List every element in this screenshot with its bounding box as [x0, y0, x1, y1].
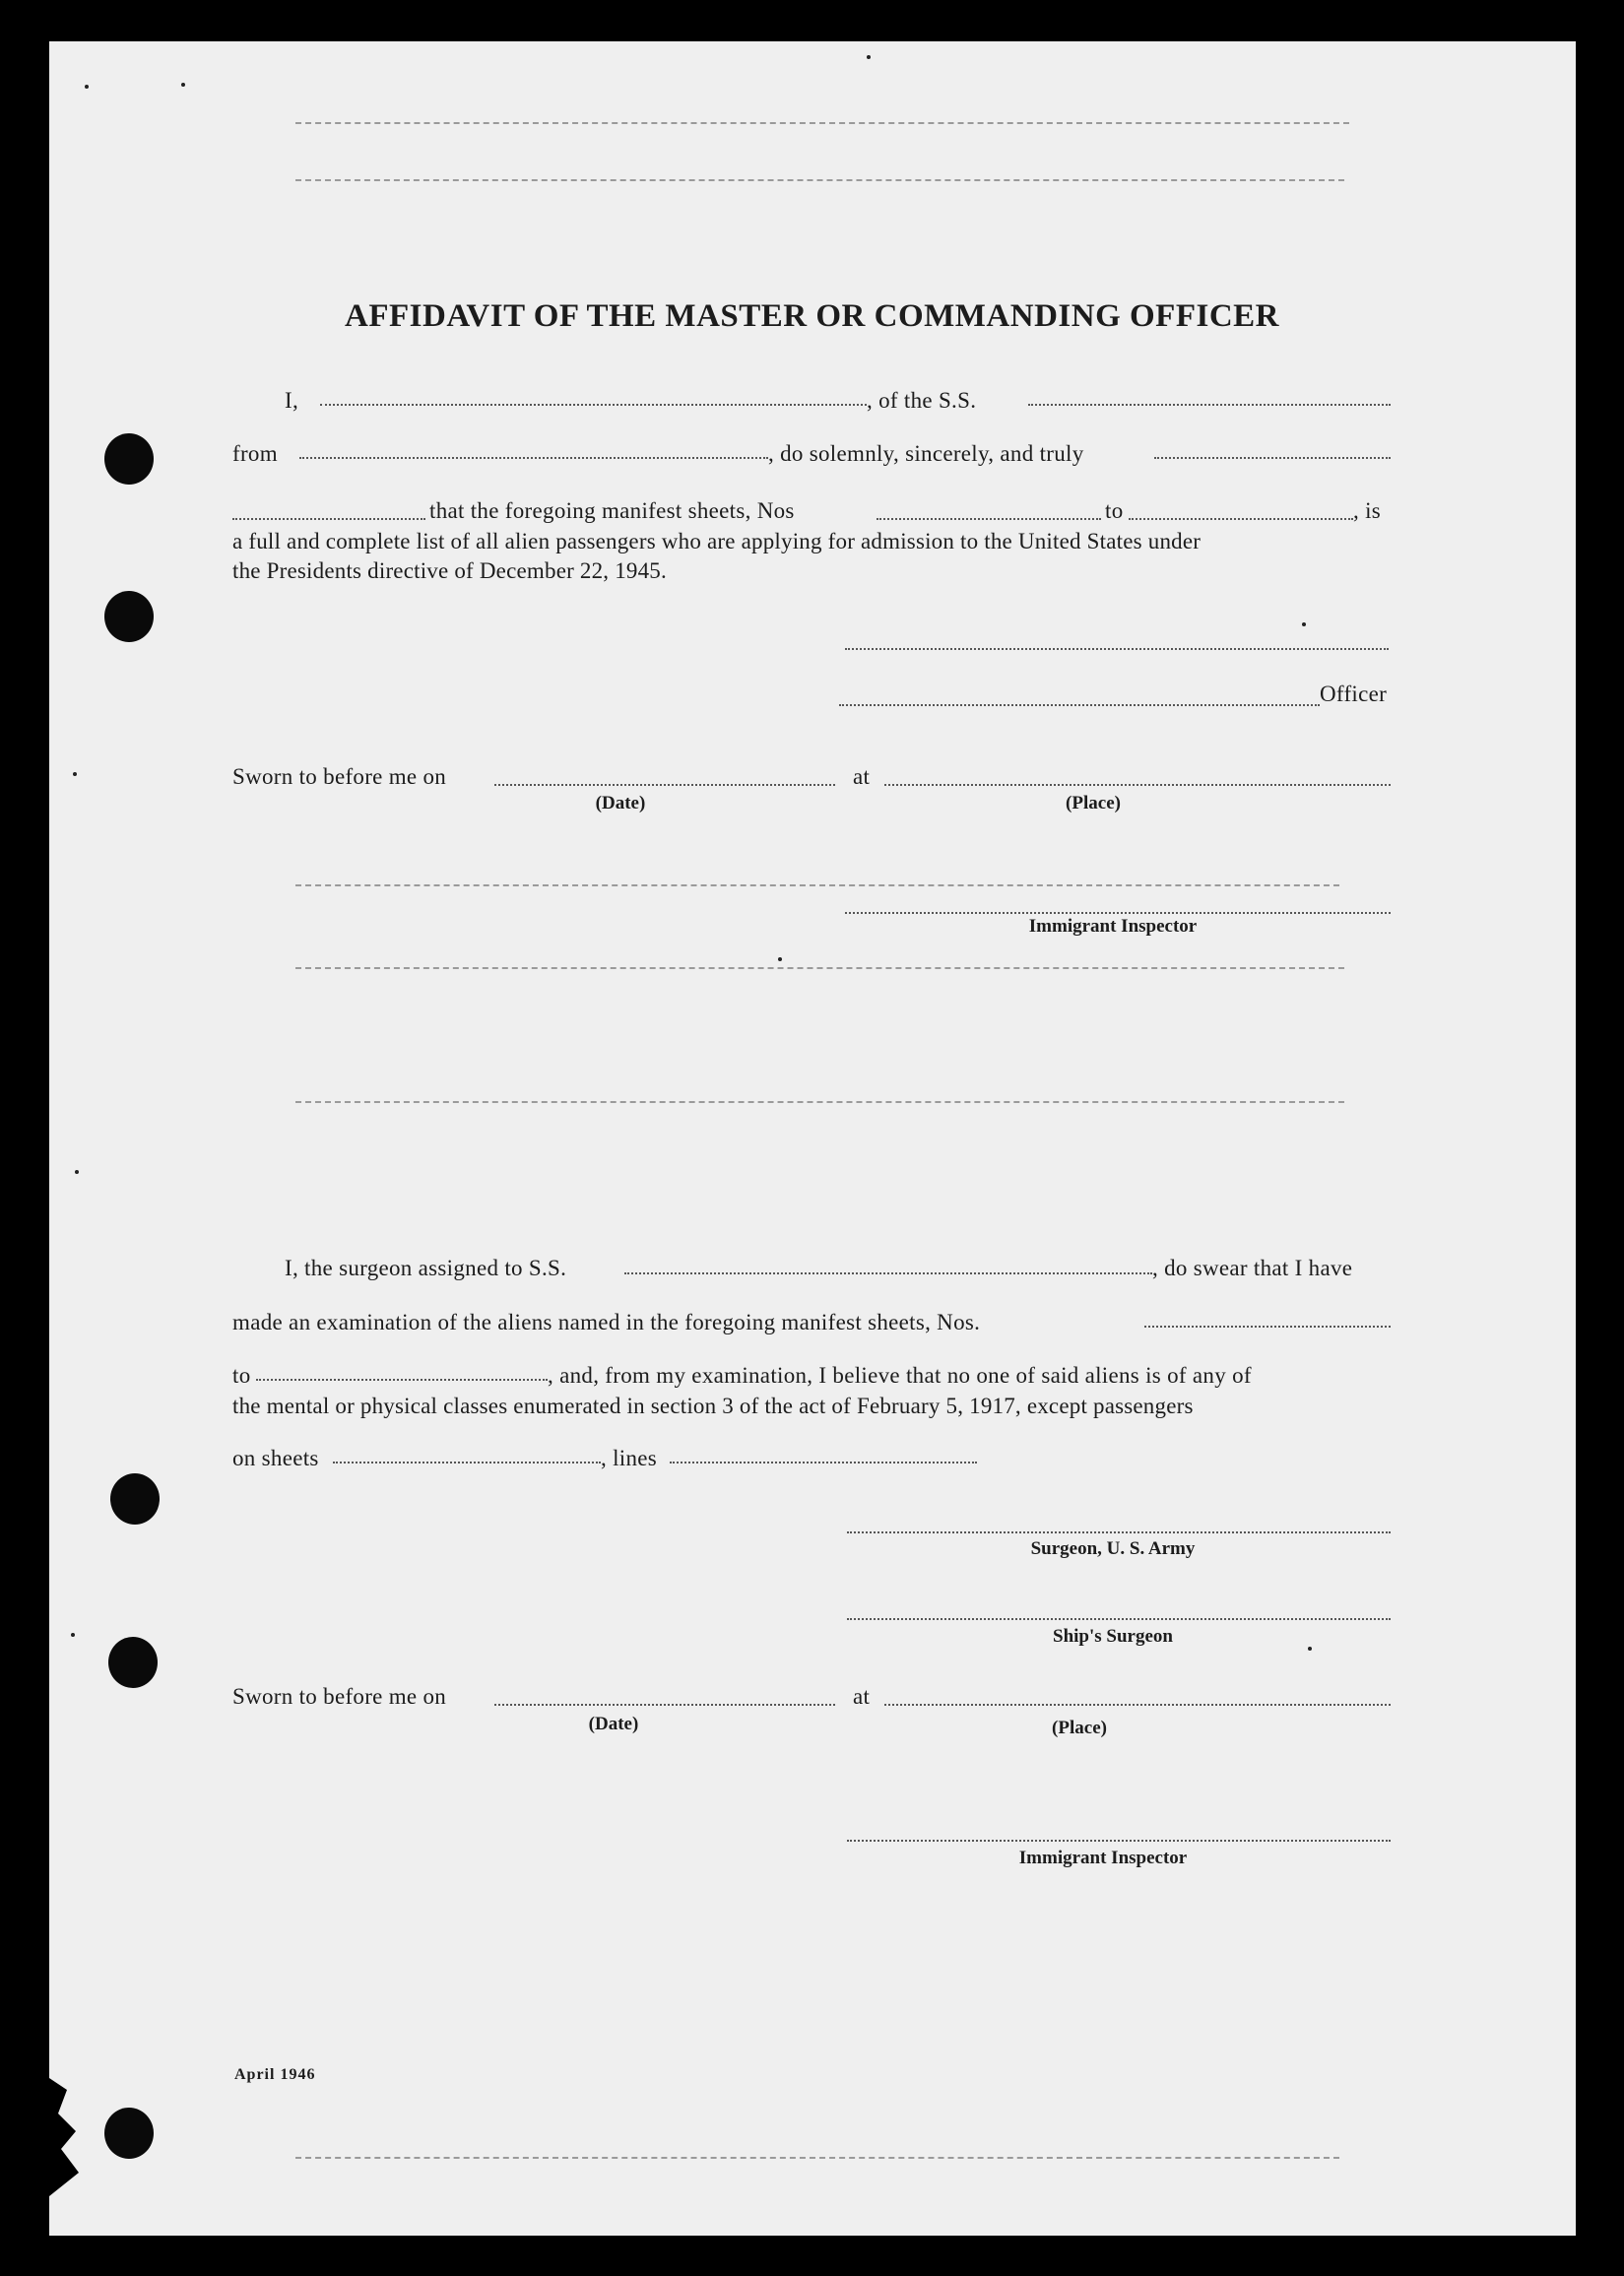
label-of-ss: , of the S.S. — [867, 388, 977, 413]
form-date-footer: April 1946 — [234, 2066, 316, 2083]
caption-place: (Place) — [1066, 793, 1121, 813]
caption-inspector: Immigrant Inspector — [1028, 916, 1198, 937]
surgeon-line-4: the mental or physical classes enumerated in section 3 of the act of February 5, 1917, except passengers — [232, 1394, 1194, 1418]
speck — [181, 83, 185, 87]
label-is: , is — [1353, 498, 1382, 523]
speck — [778, 957, 782, 961]
ship-surgeon-signature-line[interactable] — [847, 1618, 1391, 1620]
form-title: AFFIDAVIT OF THE MASTER OR COMMANDING OFFICER — [345, 298, 1279, 334]
label-solemnly: , do solemnly, sincerely, and truly — [768, 441, 1084, 466]
label-i: I, — [285, 388, 299, 413]
manifest-from-field[interactable] — [877, 518, 1101, 520]
faint-rule — [295, 884, 1339, 886]
faint-rule — [295, 1101, 1344, 1103]
ship-name-field[interactable] — [1028, 404, 1391, 406]
surgeon-caption-place: (Place) — [1052, 1718, 1107, 1738]
surgeon-line-3a: to — [232, 1363, 251, 1388]
manifest-to-field[interactable] — [1129, 518, 1353, 520]
speck — [75, 1170, 79, 1174]
punch-hole — [104, 433, 154, 485]
surgeon-label-sworn: Sworn to before me on — [232, 1684, 447, 1709]
speck — [85, 85, 89, 89]
master-statement-line: a full and complete list of all alien passengers who are applying for admission to the United States under — [232, 529, 1202, 553]
army-surgeon-signature-line[interactable] — [847, 1531, 1391, 1533]
surgeon-sworn-place-field[interactable] — [884, 1704, 1391, 1706]
master-name-field[interactable] — [320, 404, 867, 406]
surgeon-line-1a: I, the surgeon assigned to S.S. — [285, 1256, 567, 1280]
surgeon-line-1b: , do swear that I have — [1152, 1256, 1353, 1280]
label-officer: Officer — [1320, 682, 1388, 706]
sworn-place-field[interactable] — [884, 784, 1391, 786]
label-at: at — [853, 764, 871, 789]
caption-date: (Date) — [595, 793, 646, 813]
oath-type-field[interactable] — [1154, 457, 1391, 459]
punch-hole — [110, 1473, 160, 1525]
surgeon-line-3b: , and, from my examination, I believe that no one of said aliens is of any of — [548, 1363, 1252, 1388]
sworn-date-field[interactable] — [494, 784, 835, 786]
form-page — [49, 41, 1576, 2236]
surgeon-manifest-to-field[interactable] — [256, 1379, 548, 1381]
caption-army-surgeon: Surgeon, U. S. Army — [1030, 1538, 1196, 1559]
port-from-field[interactable] — [299, 457, 768, 459]
faint-rule — [295, 2157, 1339, 2159]
officer-signature-line[interactable] — [839, 704, 1320, 706]
speck — [867, 55, 871, 59]
label-sworn: Sworn to before me on — [232, 764, 447, 789]
surgeon-caption-date: (Date) — [588, 1714, 639, 1734]
exception-sheets-field[interactable] — [333, 1462, 601, 1463]
label-to: to — [1105, 498, 1124, 523]
exception-lines-field[interactable] — [670, 1462, 977, 1463]
label-from: from — [232, 441, 278, 466]
label-manifest-nos: that the foregoing manifest sheets, Nos — [429, 498, 795, 523]
surgeon-ship-field[interactable] — [624, 1272, 1152, 1274]
caption-ship-surgeon: Ship's Surgeon — [1053, 1626, 1173, 1647]
surgeon-line-5b: , lines — [601, 1446, 658, 1470]
master-signature-line[interactable] — [845, 648, 1389, 650]
surgeon-inspector-signature-line[interactable] — [847, 1840, 1391, 1842]
speck — [71, 1633, 75, 1637]
punch-hole — [104, 591, 154, 642]
surgeon-line-2: made an examination of the aliens named in the foregoing manifest sheets, Nos. — [232, 1310, 981, 1334]
surgeon-label-at: at — [853, 1684, 871, 1709]
surgeon-sworn-date-field[interactable] — [494, 1704, 835, 1706]
speck — [73, 772, 77, 776]
faint-rule — [295, 967, 1344, 969]
punch-hole — [108, 1637, 158, 1688]
surgeon-manifest-from-field[interactable] — [1144, 1326, 1391, 1328]
speck — [1302, 622, 1306, 626]
master-statement-line: the Presidents directive of December 22, 1945. — [232, 558, 667, 583]
speck — [1308, 1647, 1312, 1651]
faint-rule — [295, 179, 1344, 181]
inspector-signature-line[interactable] — [845, 912, 1391, 914]
surgeon-line-5a: on sheets — [232, 1446, 319, 1470]
faint-rule — [295, 122, 1349, 124]
surgeon-caption-inspector: Immigrant Inspector — [1018, 1848, 1188, 1868]
oath-continued-field[interactable] — [232, 518, 425, 520]
punch-hole — [104, 2108, 154, 2159]
